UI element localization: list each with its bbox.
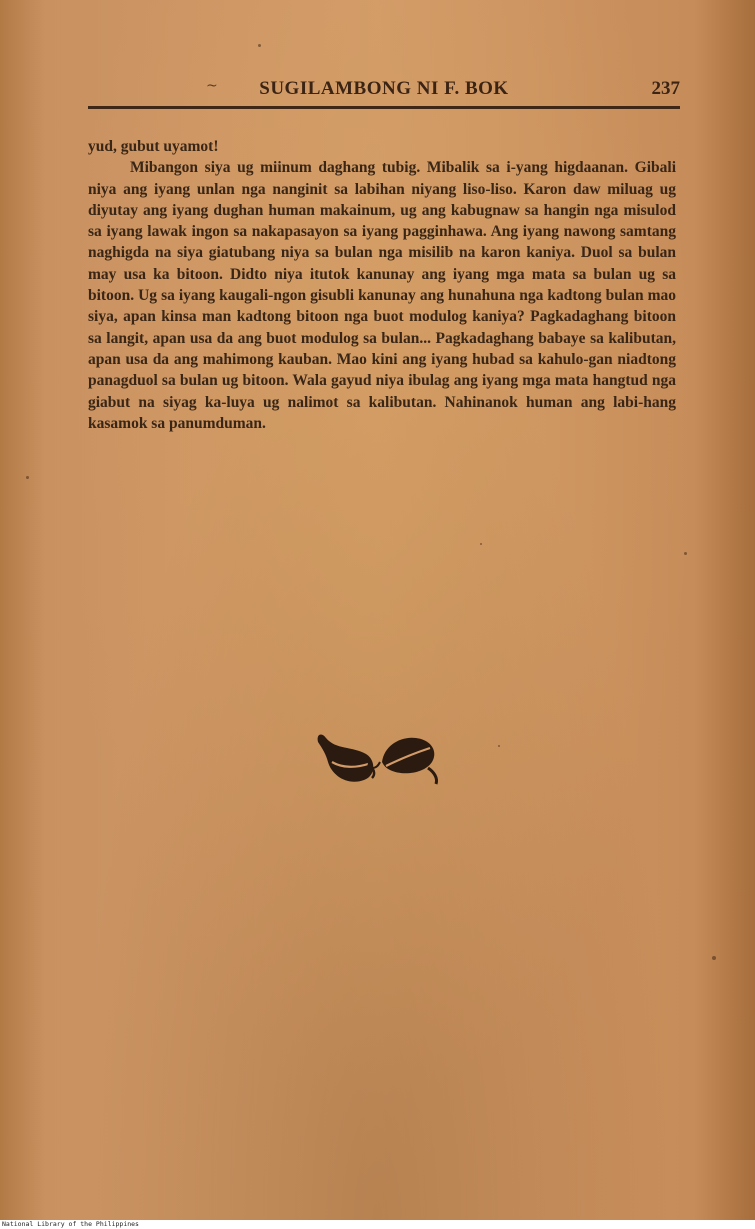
paper-speck xyxy=(480,543,482,545)
page-header xyxy=(88,76,680,108)
paper-speck xyxy=(498,745,500,747)
paper-speck xyxy=(258,44,261,47)
page-number: 237 xyxy=(651,78,680,99)
leaf-pair-ornament-icon xyxy=(312,728,444,788)
paper-speck xyxy=(712,956,716,960)
body-text xyxy=(88,136,676,434)
running-head: SUGILAMBONG NI F. BOK xyxy=(259,78,509,99)
header-dash-mark: ~ xyxy=(206,78,218,94)
paragraph-continuation: yud, gubut uyamot! xyxy=(88,138,219,155)
paper-speck xyxy=(26,476,29,479)
header-rule xyxy=(88,106,680,109)
paragraph: Mibangon siya ug miinum daghang tubig. Mibalik sa i-yang higdaanan. Gibali niya ang iyang unlan nga nanginit sa labihan niyang liso-liso. Karon daw miluag ug diyutay ang iyang dughan human makainum, ug ang kabugnaw sa hangin nga misulod sa iyang lawak ingon sa nakapasayon sa iyang pagginhawa. Ang iyang nawong samtang naghigda na siya giatubang niya sa bulan nga misilib na karon kaniya. Duol sa bulan may usa ka bitoon. Didto niya itutok kanunay ang iyang mga mata sa bulan ug sa bitoon. Ug sa iyang kaugali-ngon gisubli kanunay ang hunahuna nga kadtong bulan mao siya, apan kinsa man kadtong bitoon nga buot modulog kaniya? Pagkadaghang bitoon sa langit, apan usa da ang buot modulog sa bulan... Pagkadaghang babaye sa kalibutan, apan usa da ang mahimong kauban. Mao kini ang iyang hubad sa kahulo-gan niadtong panagduol sa bulan ug bitoon. Wala gayud niya ibulag ang iyang mga mata hangtud nga giabut na siyag ka-luya ug nalimot sa kalibutan. Nahinanok human ang labi-hang kasamok sa panumduman. xyxy=(88,159,676,432)
library-credit: National Library of the Philippines xyxy=(2,1220,139,1228)
paper-speck xyxy=(684,552,687,555)
